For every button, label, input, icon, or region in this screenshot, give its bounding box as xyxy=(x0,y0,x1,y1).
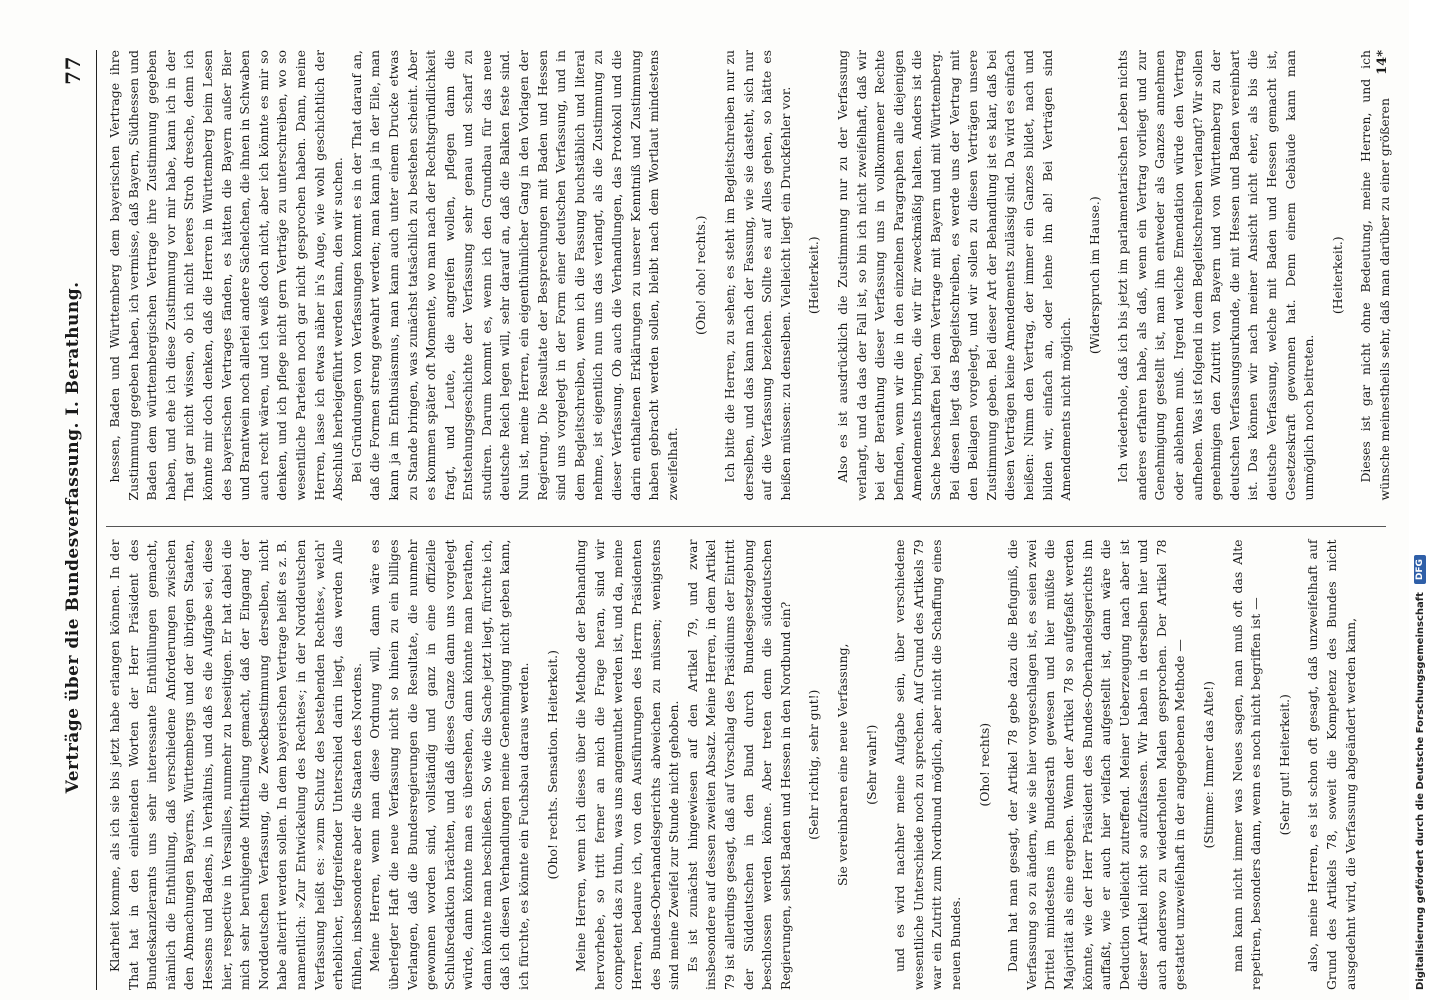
paragraph: hessen, Baden und Württemberg dem bayerischen Vertrage ihre Zustimmung gegeben haben, ich vermisse, daß Bayern, Südhessen und Baden dem württembergischen Vertrage ihre Zustimmung gegeben haben, und ehe ich diese Zustimmung vor mir habe, kann ich in der That gar nicht wissen, ob ich nicht leeres Stroh dresche, denn ich könnte mir doch denken, daß die Herren in Württemberg beim Lesen des bayerischen Vertrages fänden, es hätten die Bayern außer Bier und Brantwein noch allerlei andere Sächelchen, die ihnen in Schwaben auch recht wären, und ich weiß doch nicht, aber ich könnte es mir so denken, und ich pflege nicht gern Verträge zu unterschreiben, wo so wesentliche Parteien noch gar nicht gesprochen haben. Dann, meine Herren, lasse ich etwas näher in's Auge, wie wohl geschichtlich der Abschluß herbeigeführt werden kann, den wir suchen. xyxy=(107,50,346,501)
watermark-text: Digitalisierung gefördert durch die Deutsche Forschungsgemeinschaft xyxy=(1414,592,1426,990)
paragraph: Dann hat man gesagt, der Artikel 78 gebe dazu die Befugniß, die Verfassung so zu ändern, wie sie hier vorgeschlagen ist, es seien zwei Drittel mindestens im Bundesrath gewesen und hier müßte die Majorität als eine ergeben. Wenn der Artikel 78 so aufgefaßt werden könnte, wie der Herr Präsident des Bundes-Oberhandelsgerichts ihn auffaßt, wie er auch hier vielfach aufgestellt ist, dann wäre die Deduction vielleicht zutreffend. Meiner Ueberzeugung nach aber ist dieser Artikel nicht so aufzufassen. Wir haben in derselben hier und auch anderswo zu wiederholten Malen gesprochen. Der Artikel 78 gestattet unzweifelhaft in der angegebenen Methode — xyxy=(1005,539,1188,990)
paragraph: Es ist zunächst hingewiesen auf den Artikel 79, und zwar insbesondere auf dessen zweiten Absatz. Meine Herren, in dem Artikel 79 ist allerdings gesagt, daß auf Vorschlag des Präsidiums der Eintritt der Süddeutschen in den Bund durch Bundesgesetzgebung beschlossen werden könne. Aber treten denn die süddeutschen Regierungen, selbst Baden und Hessen in den Nordbund ein? xyxy=(684,539,793,990)
paragraph: man kann nicht immer was Neues sagen, man muß oft das Alte repetiren, besonders dann, wenn es noch nicht begriffen ist — xyxy=(1229,539,1264,990)
paragraph: Dieses ist gar nicht ohne Bedeutung, meine Herren, und ich wünsche meinestheils sehr, daß man darüber zu einer größeren xyxy=(1358,50,1392,501)
paragraph: Meine Herren, wenn ich dieses über die Methode der Behandlung hervorhebe, so tritt ferner an mich die Frage heran, sind wir competent das zu thun, was uns angemuthet werden ist, und da, meine Herren, bedaure ich, von den Ausführungen des Herrn Präsidenten des Bundes-Oberhandelsgerichts abweichen zu müssen; wenigstens sind meine Zweifel zur Stunde nicht gehoben. xyxy=(573,539,682,990)
interjection: (Sehr wahr!) xyxy=(863,724,879,805)
rotated-page xyxy=(50,50,1390,990)
text-columns xyxy=(106,50,1392,990)
interjection: (Heiterkeit.) xyxy=(806,236,822,315)
interjection: (Oho! rechts) xyxy=(976,722,992,807)
paragraph: Also es ist ausdrücklich die Zustimmung nur zu der Verfassung verlangt, und da das der Fall ist, so bin ich nicht zweifelhaft, daß wir bei der Berathung dieser Verfassung uns in vollkommener Rechte befinden, wenn wir die in den einzelnen Paragraphen alle diejenigen Amendements bringen, die wir für zweckmäßig halten. Anders ist die Sache beschaffen bei dem Vertrage mit Bayern und mit Württemberg. Bei diesen liegt das Begleitschreiben, es werde uns der Vertrag mit den Beilagen vorgelegt, und wir sollen zu diesen Verträgen unsere Zustimmung geben. Bei dieser Art der Behandlung ist es klar, daß bei diesen Verträgen keine Amendements zulässig sind. Da wird es einfach heißen: Nimm den Vertrag, der immer ein Ganzes bildet, nach und bilden wir, einfach an, oder lehne ihn ab! Bei Verträgen sind Amendements nicht möglich. xyxy=(834,50,1074,501)
running-title: Verträge über die Bundesverfassung. I. Berathung. xyxy=(63,281,83,794)
paragraph: Bei Gründungen von Verfassungen kommt es in der That darauf an, daß die Formen streng gewahrt werden; man kann ja in der Eile, man kann ja im Enthusiasmus, man kann auch unter einem Drucke etwas zu Stande bringen, was zunächst tatsächlich zu bestehen scheint. Aber es kommen später oft Momente, wo man nach der Rechtsgründlichkeit fragt, und Leute, die angreifen wollen, pflegen dann die Entstehungsgeschichte der Verfassung sehr genau und scharf zu studiren. Darum kommt es, wenn ich den Grundbau für das neue deutsche Reich legen will, sehr darauf an, daß die Balken feste sind. Nun ist, meine Herren, ein eigenthümlicher Gang in den Vorlagen der Regierung. Die Resultate der Besprechungen mit Baden und Hessen sind uns vorgelegt in der Form einer deutschen Verfassung, und in dem Begleitschreiben, wenn ich die Fassung buchstäblich und literal nehme, ist eigentlich nun uns das verlangt, als die Zustimmung zu dieser Verfassung. Ob auch die Verhandlungen, das Protokoll und die darin enthaltenen Erklärungen zu unserer Kenntniß und Zustimmung haben gebracht werden sollen, bleibt nach dem Wortlaut mindestens zweifelhaft. xyxy=(348,50,680,501)
interjection: (Stimme: Immer das Alte!) xyxy=(1201,681,1217,849)
interjection: (Sehr gut! Heiterkeit.) xyxy=(1276,694,1292,836)
left-column xyxy=(106,527,1386,991)
paragraph: Klarheit komme, als ich sie bis jetzt habe erlangen können. In der That hat in den einleitenden Worten der Herr Präsident des Bundeskanzleramts uns sehr interessante Enthüllungen gemacht, nämlich die Enthüllung, daß verschiedene Anforderungen zwischen den Abmachungen Bayerns, Württembergs und der übrigen Staaten, Hessens und Badens, in Verhältnis, und daß es die Aufgabe sei, diese hier, respective in Versailles, nunmehr zu beseitigen. Er hat dabei die mich sehr beruhigende Mittheilung gemacht, daß der Eingang der Norddeutschen Verfassung, die Zweckbestimmung derselben, nicht habe alterirt werden sollen. In dem bayerischen Vertrage heißt es z. B. namentlich: »Zur Entwickelung des Rechtes«; in der Norddeutschen Verfassung heißt es: »zum Schutz des bestehenden Rechtes«, welch' erheblicher, tiefgreifender Unterschied darin liegt, das werden Alle fühlen, insbesondere aber die Staaten des Nordens. xyxy=(107,539,364,990)
interjection: (Sehr richtig, sehr gut!) xyxy=(806,689,822,840)
paragraph: und es wird nachher meine Aufgabe sein, über verschiedene wesentliche Unterschiede noch zu sprechen. Auf Grund des Artikels 79 war ein Zutritt zum Nordbund möglich, aber nicht die Schaffung eines neuen Bundes. xyxy=(892,539,963,990)
interjection: Sie vereinbaren eine neue Verfassung, xyxy=(834,643,850,886)
interjection: (Heiterkeit.) xyxy=(1329,236,1345,315)
interjection: (Oho! rechts. Sensation. Heiterkeit.) xyxy=(544,650,560,880)
signature-mark: 14* xyxy=(1375,50,1390,75)
page-header xyxy=(50,50,97,990)
page-number: 77 xyxy=(61,56,85,85)
paragraph: Ich bitte die Herren, zu sehen; es steht im Begleitschreiben nur zu derselben, und das kann nach der Fassung, wie sie dasteht, sich nur auf die Verfassung beziehen. Sollte es auf Alles gehen, so hätte es heißen müssen: zu denselben. Vielleicht liegt ein Druckfehler vor. xyxy=(722,50,793,501)
interjection: (Widerspruch im Hause.) xyxy=(1086,196,1102,355)
dfg-watermark xyxy=(1411,10,1429,990)
paragraph: Ich wiederhole, daß ich bis jetzt im parlamentarischen Leben nichts anderes erfahren habe, als daß, wenn ein Vertrag vorliegt und zur Genehmigung gestellt ist, man ihn entweder als Ganzes annehmen oder ablehnen muß. Irgend welche Emendation würde den Vertrag aufheben. Was ist folgend in dem Begleitschreiben verlangt? Wir sollen genehmigen den Zutritt von Bayern und von Württemberg zu der deutschen Verfassungsurkunde, die mit Hessen und Baden vereinbart ist. Das können wir nach meiner Ansicht nicht eher, als bis die deutsche Verfassung, welche mit Baden und Hessen gemacht ist, Gesetzeskraft gewonnen hat. Denn einem Gebäude kann man unmöglich noch beitreten. xyxy=(1115,50,1317,501)
interjection: (Oho! oho! rechts.) xyxy=(693,215,709,335)
right-column xyxy=(106,50,1392,501)
paragraph: also, meine Herren, es ist schon oft gesagt, daß unzweifelhaft auf Grund des Artikels 78, soweit die Kompetenz des Bundes nicht ausgedehnt wird, die Verfassung abgeändert werden kann, xyxy=(1305,539,1358,990)
dfg-logo: DFG xyxy=(1414,555,1426,584)
paragraph: Meine Herren, wenn man diese Ordnung will, dann wäre es überlegter Haft die neue Verfassung nicht so hinein zu ein billiges Verlangen, daß die Bundesregierungen die Resultate, die nunmehr gewonnen worden sind, vollständig und ganz in eine offizielle Schlußredaktion brächten, und daß dieses Ganze dann uns vorgelegt würde, dann könnte man es übersehen, dann könnte man berathen, dann könnte man beschließen. So wie die Sache jetzt liegt, fürchte ich, daß ich diesen Verhandlungen meine Genehmigung nicht geben kann, ich fürchte, es könnte ein Fuchsbau daraus werden. xyxy=(367,539,532,990)
